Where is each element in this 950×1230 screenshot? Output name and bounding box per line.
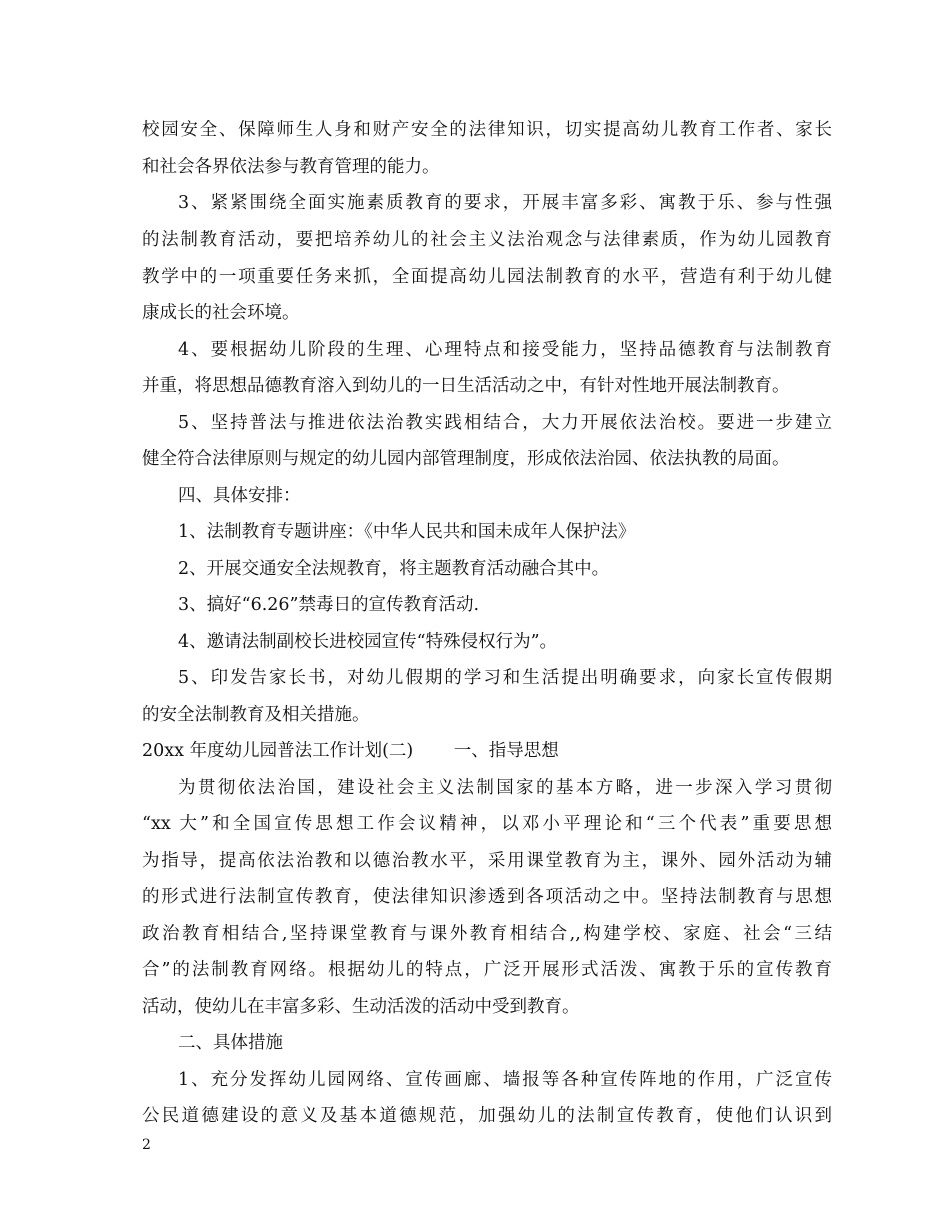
body-text-line: 健全符合法律原则与规定的幼儿园内部管理制度，形成依法治园、依法执教的局面。 — [142, 449, 790, 469]
body-text-line: 公民道德建设的意义及基本道德规范，加强幼儿的法制宣传教育，使他们认识到 — [142, 1106, 832, 1126]
body-text-line: 为贯彻依法治国，建设社会主义法制国家的基本方略，进一步深入学习贯彻 — [178, 778, 832, 798]
body-text-line: 5、坚持普法与推进依法治教实践相结合，大力开展依法治校。要进一步建立 — [178, 413, 832, 433]
body-text-line: 的形式进行法制宣传教育，使法律知识渗透到各项活动之中。坚持法制教育与思想 — [142, 887, 832, 907]
body-text-line: “xx 大”和全国宣传思想工作会议精神，以邓小平理论和“三个代表”重要思想 — [142, 814, 832, 834]
list-item: 3、搞好“6.26”禁毒日的宣传教育活动. — [178, 595, 480, 615]
body-text-line: 4、要根据幼儿阶段的生理、心理特点和接受能力，坚持品德教育与法制教育 — [178, 340, 832, 360]
body-text-line: 和社会各界依法参与教育管理的能力。 — [142, 157, 440, 177]
body-text-line: 政治教育相结合,坚持课堂教育与课外教育相结合,,构建学校、家庭、社会“三结 — [142, 924, 832, 944]
list-item: 5、印发告家长书，对幼儿假期的学习和生活提出明确要求，向家长宣传假期 — [178, 668, 832, 688]
body-text-line: 校园安全、保障师生人身和财产安全的法律知识，切实提高幼儿教育工作者、家长 — [142, 120, 832, 140]
section-heading: 二、具体措施 — [178, 1033, 283, 1053]
list-item: 4、邀请法制副校长进校园宣传“特殊侵权行为”。 — [178, 632, 558, 652]
body-text-line: 教学中的一项重要任务来抓，全面提高幼儿园法制教育的水平，营造有利于幼儿健 — [142, 267, 832, 287]
body-text-line: 的法制教育活动，要把培养幼儿的社会主义法治观念与法律素质，作为幼儿园教育 — [142, 230, 832, 250]
body-text-line: 康成长的社会环境。 — [142, 303, 300, 323]
section-heading: 四、具体安排： — [178, 486, 301, 506]
list-item: 2、开展交通安全法规教育，将主题教育活动融合其中。 — [178, 559, 610, 579]
body-text-line: 的安全法制教育及相关措施。 — [142, 705, 370, 725]
page-number: 2 — [142, 1137, 151, 1153]
list-item: 1、法制教育专题讲座：《中华人民共和国未成年人保护法》 — [178, 522, 636, 542]
body-text-line: 合”的法制教育网络。根据幼儿的特点，广泛开展形式活泼、寓教于乐的宣传教育 — [142, 960, 832, 980]
body-text-line: 1、充分发挥幼儿园网络、宣传画廊、墙报等各种宣传阵地的作用，广泛宣传 — [178, 1070, 832, 1090]
body-text-line: 为指导，提高依法治教和以德治教水平，采用课堂教育为主，课外、园外活动为辅 — [142, 851, 832, 871]
body-text-line: 并重，将思想品德教育溶入到幼儿的一日生活活动之中，有针对性地开展法制教育。 — [142, 376, 790, 396]
body-text-line: 3、紧紧围绕全面实施素质教育的要求，开展丰富多彩、寓教于乐、参与性强 — [178, 193, 832, 213]
body-text-line: 活动，使幼儿在丰富多彩、生动活泼的活动中受到教育。 — [142, 997, 580, 1017]
plan-title: 20xx 年度幼儿园普法工作计划(二) 一、指导思想 — [142, 741, 559, 761]
